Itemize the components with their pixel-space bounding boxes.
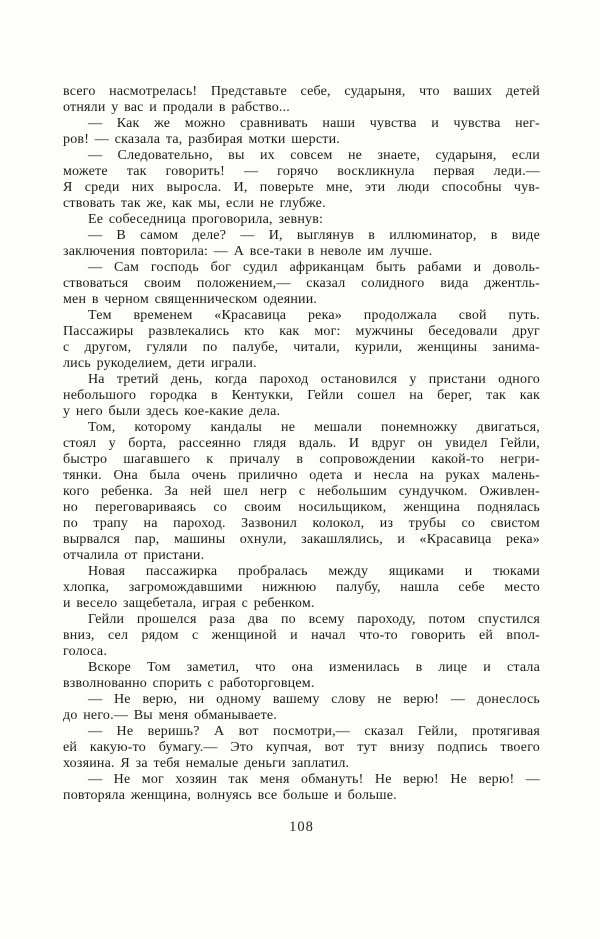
text-line: кого ребенка. За ней шел негр с небольшим сундучком. Оживлен- (63, 484, 540, 499)
text-line: Тем временем «Красавица река» продолжала свой путь. (88, 308, 540, 323)
text-block (63, 84, 540, 836)
text-line: — Как же можно сравнивать наши чувства и чувства нег- (88, 116, 540, 131)
text-line: с другом, гуляли по палубе, читали, курили, женщины занима- (63, 340, 540, 355)
text-line: Я среди них выросла. И, поверьте мне, эти люди способны чув- (63, 180, 540, 195)
text-line: — Не мог хозяин так меня обмануть! Не верю! Не верю! — (88, 772, 540, 787)
text-line: ствоваться своим положением,— сказал солидного вида джентль- (63, 276, 540, 291)
text-line: до него.— Вы меня обманываете. (63, 708, 278, 723)
text-line: — Сам господь бог судил африканцам быть рабами и доволь- (88, 260, 540, 275)
text-line: и весело защебетала, играя с ребенком. (63, 596, 315, 611)
text-line: Пассажиры развлекались кто как мог: мужчины беседовали друг (63, 324, 540, 339)
text-line: небольшого городка в Кентукки, Гейли сошел на берег, так как (63, 388, 540, 403)
text-line: тянки. Она была очень прилично одета и несла на руках малень- (63, 468, 540, 483)
text-line: повторяла женщина, волнуясь все больше и больше. (63, 788, 397, 803)
text-line: Ее собеседница проговорила, зевнув: (88, 212, 324, 227)
text-line: Том, которому кандалы не мешали понемножку двигаться, (88, 420, 540, 435)
text-line: хозяина. Я за тебя немалые деньги заплатил. (63, 756, 350, 771)
text-line: можете так говорить! — горячо воскликнула первая леди.— (63, 164, 540, 179)
text-line: ей какую-то бумагу.— Это купчая, вот тут внизу подпись твоего (63, 740, 540, 755)
text-line: стоял у борта, рассеянно глядя вдаль. И вдруг он увидел Гейли, (63, 436, 540, 451)
text-line: заключения повторила: — А все-таки в неволе им лучше. (63, 244, 433, 259)
text-line: Новая пассажирка пробралась между ящиками и тюками (88, 564, 540, 579)
text-line: На третий день, когда пароход остановился у пристани одного (88, 372, 540, 387)
text-line: хлопка, загромождавшими нижнюю палубу, нашла себе место (63, 580, 540, 595)
text-line: отчалила от пристани. (63, 548, 205, 563)
text-line: Гейли прошелся раза два по всему пароходу, потом спустился (88, 612, 540, 627)
text-line: мен в черном священническом одеянии. (63, 292, 318, 307)
text-line: вырвался пар, машины охнули, закашлялись, и «Красавица река» (63, 532, 540, 547)
text-line: взволнованно спорить с работорговцем. (63, 676, 315, 691)
text-line: но переговариваясь со своим носильщиком, женщина поднялась (63, 500, 540, 515)
text-line: лись рукоделием, дети играли. (63, 356, 257, 371)
text-line: отняли у вас и продали в рабство... (63, 100, 291, 115)
text-line: по трапу на пароход. Зазвонил колокол, из трубы со свистом (63, 516, 540, 531)
text-line: ров! — сказала та, разбирая мотки шерсти. (63, 132, 340, 147)
text-line: голоса. (63, 644, 108, 659)
text-line: Вскоре Том заметил, что она изменилась в лице и стала (88, 660, 540, 675)
text-line: ствовать так же, как мы, если не глубже. (63, 196, 326, 211)
text-line: всего насмотрелась! Представьте себе, сударыня, что ваших детей (63, 84, 540, 99)
text-line: — Не веришь? А вот посмотри,— сказал Гейли, протягивая (88, 724, 540, 739)
text-line: у него были здесь кое-какие дела. (63, 404, 281, 419)
page-number: 108 (289, 819, 314, 835)
text-line: — Не верю, ни одному вашему слову не верю! — донеслось (88, 692, 540, 707)
text-line: — Следовательно, вы их совсем не знаете, сударыня, если (88, 148, 540, 163)
text-line: вниз, сел рядом с женщиной и начал что-то говорить ей впол- (63, 628, 540, 643)
text-line: — В самом деле? — И, выглянув в иллюминатор, в виде (88, 228, 540, 243)
text-line: быстро шагавшего к причалу в сопровождении какой-то негри- (63, 452, 540, 467)
